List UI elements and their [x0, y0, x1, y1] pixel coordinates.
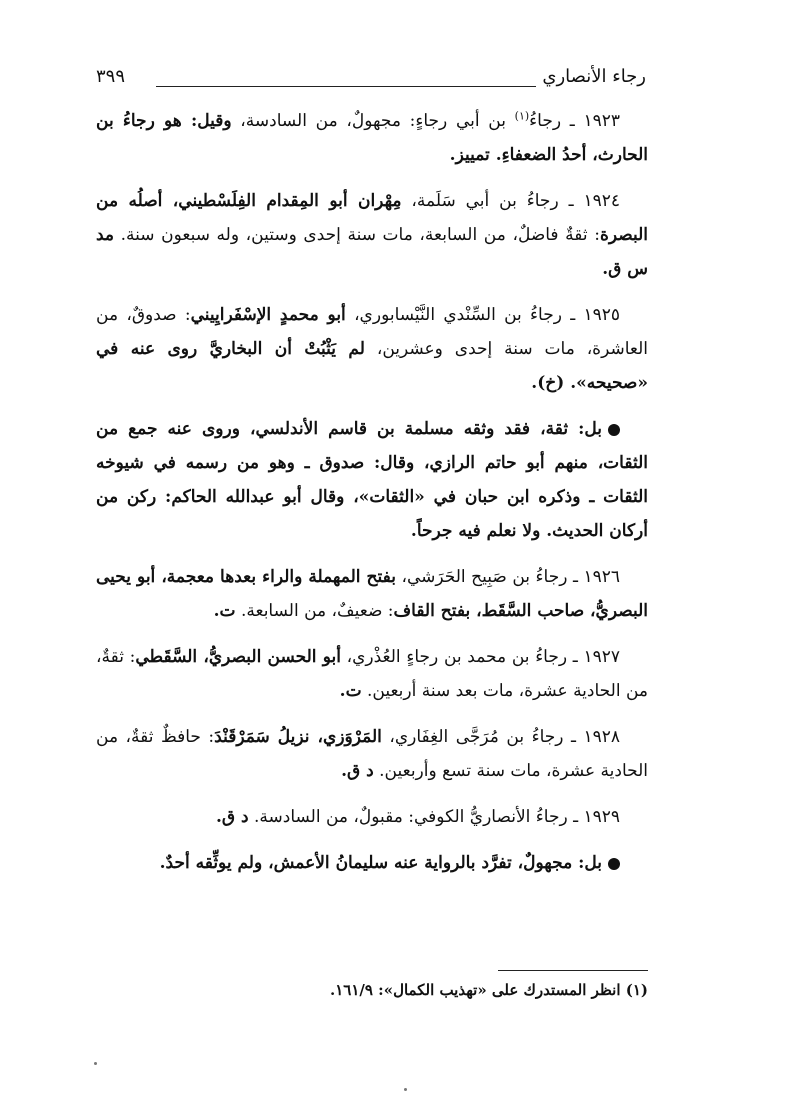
entry-lead: ١٩٢٤ ـ رجاءُ بن أبي سَلَمة، [401, 191, 620, 211]
page-header [96, 62, 646, 96]
scan-speck [404, 1088, 407, 1091]
entry-lead: ١٩٢٦ ـ رجاءُ بن صَبِيح الحَرَشي، [395, 567, 621, 587]
footnote-mark: (١) [514, 109, 530, 123]
entry-sigla: مد س ق. [96, 225, 648, 279]
entry-lead: ١٩٢٣ ـ رجاءُ [529, 111, 620, 131]
note-label: بل [584, 853, 602, 873]
entry-bold-text: المَرْوَزي، نزيلُ سَمَرْقَنْدَ [214, 727, 382, 747]
note-text: : مجهولٌ، تفرَّد بالرواية عنه سليمانُ الأعمش، ولم يوثِّقه أحدٌ. [159, 853, 585, 873]
entry-sigla: ت. [339, 681, 362, 701]
entry-1924 [96, 184, 648, 286]
entry-text: : حافظٌ ثقةٌ، من الحادية عشرة، مات سنة تسع وأربعين. [96, 727, 648, 781]
entry-lead: ١٩٢٩ ـ رجاءُ الأنصاريُّ الكوفي [414, 807, 620, 827]
entry-text: : ثقةٌ، من الحادية عشرة، مات بعد سنة أربعين. [96, 647, 648, 701]
entry-text: : ضعيفٌ، من السابعة. [235, 601, 394, 621]
entry-1926 [96, 560, 648, 628]
entry-text: : مقبولٌ، من السادسة. [248, 807, 415, 827]
entry-text: : ثقةٌ فاضلٌ، من السابعة، مات سنة إحدى وستين، وله سبعون سنة. [114, 225, 600, 245]
entry-bold-text: أبو الحسن البصريُّ، السَّقَطي [135, 647, 341, 667]
entry-lead: ١٩٢٨ ـ رجاءُ بن مُرَجَّى الغِفَاري، [381, 727, 620, 747]
entry-1928 [96, 720, 648, 788]
footnote-rule [498, 970, 648, 971]
entry-lead: ١٩٢٧ ـ رجاءُ بن محمد بن رجاءٍ العُذْري، [340, 647, 620, 667]
scan-speck [94, 1062, 97, 1065]
note-text: : ثقة، فقد وثقه مسلمة بن قاسم الأندلسي، وروى عنه جمع من الثقات، منهم أبو حاتم الرازي، وقال: صدوق ـ وهو من رسمه في شيوخه الثقات ـ وذكره ابن حبان في «الثقات»، وقال أبو عبدالله الحاكم: ركن من أركان الحديث. ولا نعلم فيه جرحاً. [96, 419, 648, 541]
entry-bold-text: وقيل: هو رجاءُ بن الحارث، أحدُ الضعفاءِ. تمييز. [96, 111, 648, 165]
editor-note-1925 [96, 412, 648, 548]
entry-sigla: ت. [213, 601, 236, 621]
page-number: ٣٩٩ [96, 66, 131, 87]
entry-bold-text: مِهْران أبو المِقدام الفِلَسْطيني، أصلُه من البصرة [96, 191, 648, 245]
entry-1927 [96, 640, 648, 708]
entry-sigla: د ق. [215, 807, 249, 827]
entry-1929 [96, 800, 648, 834]
entry-sigla: د ق. [341, 761, 374, 781]
running-title: رجاء الأنصاري [536, 66, 646, 87]
entry-1925 [96, 298, 648, 400]
entry-bold-text: أبو محمدٍ الإسْفَرايِيني [190, 305, 346, 325]
note-label: بل [584, 419, 602, 439]
bullet-icon [608, 424, 620, 436]
entry-bold-text: بفتح المهملة والراء بعدها معجمة، أبو يحيى البصريُّ، صاحب السَّقَط، بفتح القاف [96, 567, 648, 621]
entry-1923 [96, 104, 648, 172]
footnote: (١) انظر المستدرك على «تهذيب الكمال»: ١٦١/٩. [329, 981, 648, 999]
editor-note-1929 [96, 846, 648, 880]
entry-lead: ١٩٢٥ ـ رجاءُ بن السِّنْدي النَّيْسابوري، [345, 305, 621, 325]
page-body [96, 104, 648, 892]
bullet-icon [608, 858, 620, 870]
header-rule [156, 86, 556, 87]
entry-sigla: لم يَثْبُتْ أن البخاريَّ روى عنه في «صحيحه». (خ). [96, 339, 648, 393]
entry-text: : صدوقٌ، من العاشرة، مات سنة إحدى وعشرين، [96, 305, 648, 359]
entry-text: بن أبي رجاءٍ: مجهولٌ، من السادسة، [231, 111, 515, 131]
